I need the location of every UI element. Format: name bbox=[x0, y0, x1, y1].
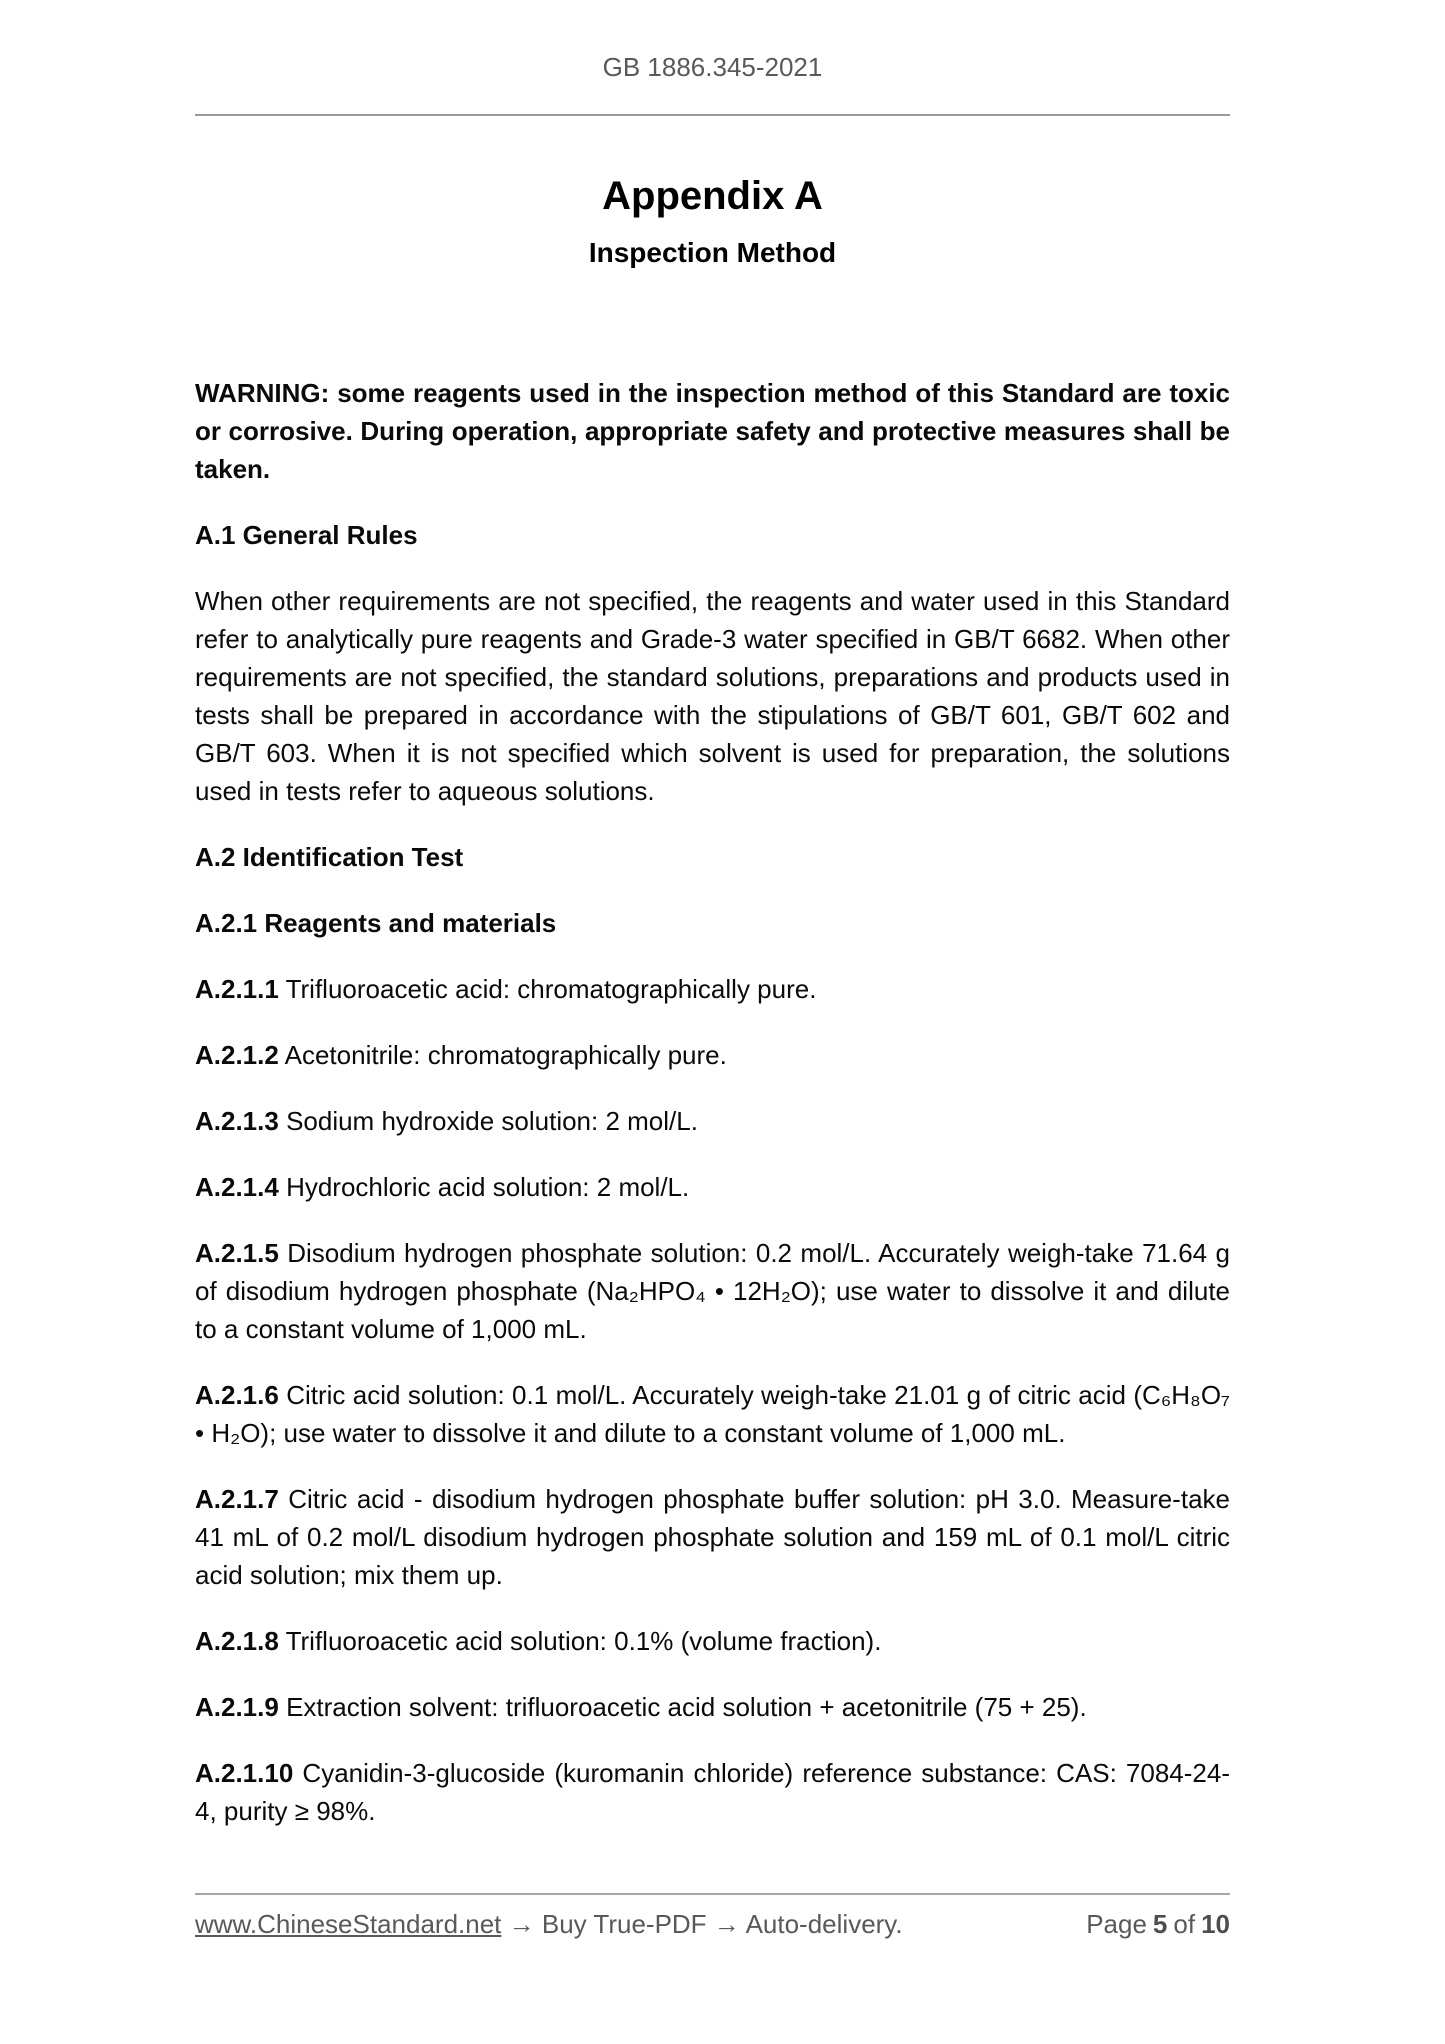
section-heading-a21: A.2.1 Reagents and materials bbox=[195, 908, 557, 938]
footer-tagline: → Buy True-PDF → Auto-delivery. bbox=[501, 1909, 903, 1939]
reagent-item-text: Cyanidin-3-glucoside (kuromanin chloride) reference substance: CAS: 7084-24-4, purity ≥ 98%. bbox=[195, 1758, 1230, 1826]
reagent-item-label: A.2.1.3 bbox=[195, 1106, 279, 1136]
reagent-item-label: A.2.1.7 bbox=[195, 1484, 279, 1514]
page-indicator bbox=[1080, 1907, 1230, 1941]
footer-divider bbox=[195, 1893, 1230, 1895]
reagent-item-a2110 bbox=[195, 1754, 1230, 1830]
page-total: 10 bbox=[1201, 1909, 1230, 1939]
reagent-item-a212 bbox=[195, 1036, 1230, 1074]
reagent-item-text: Disodium hydrogen phosphate solution: 0.2 mol/L. Accurately weigh-take 71.64 g of disodium hydrogen phosphate (Na₂HPO₄ • 12H₂O); use water to dissolve it and dilute to a constant volume of 1,000 mL. bbox=[195, 1238, 1230, 1344]
document-number: GB 1886.345-2021 bbox=[602, 52, 823, 82]
reagent-item-text: Citric acid solution: 0.1 mol/L. Accurately weigh-take 21.01 g of citric acid (C₆H₈O₇ • H₂O); use water to dissolve it and dilute to a constant volume of 1,000 mL. bbox=[195, 1380, 1230, 1448]
reagent-item-a217 bbox=[195, 1480, 1230, 1594]
reagent-item-label: A.2.1.5 bbox=[195, 1238, 279, 1268]
reagent-item-label: A.2.1.9 bbox=[195, 1692, 279, 1722]
reagent-item-text: Extraction solvent: trifluoroacetic acid solution + acetonitrile (75 + 25). bbox=[286, 1692, 1087, 1722]
page-label: Page bbox=[1086, 1909, 1147, 1939]
reagent-item-text: Hydrochloric acid solution: 2 mol/L. bbox=[286, 1172, 690, 1202]
page-current: 5 bbox=[1152, 1909, 1168, 1939]
paragraph-a1-body: When other requirements are not specified, the reagents and water used in this Standard refer to analytically pure reagents and Grade-3 water specified in GB/T 6682. When other requirements are not specified, the standard solutions, preparations and products used in tests shall be prepared in accordance with the stipulations of GB/T 601, GB/T 602 and GB/T 603. When it is not specified which solvent is used for preparation, the solutions used in tests refer to aqueous solutions. bbox=[195, 586, 1230, 806]
reagent-item-text: Citric acid - disodium hydrogen phosphate buffer solution: pH 3.0. Measure-take 41 mL of 0.2 mol/L disodium hydrogen phosphate solution and 159 mL of 0.1 mol/L citric acid solution; mix them up. bbox=[195, 1484, 1230, 1590]
reagent-item-text: Sodium hydroxide solution: 2 mol/L. bbox=[286, 1106, 698, 1136]
reagent-item-text: Trifluoroacetic acid: chromatographically pure. bbox=[285, 974, 817, 1004]
reagent-item-label: A.2.1.10 bbox=[195, 1758, 294, 1788]
reagent-item-a216 bbox=[195, 1376, 1230, 1452]
reagent-item-a214 bbox=[195, 1168, 1230, 1206]
reagent-item-a218 bbox=[195, 1622, 1230, 1660]
reagent-item-text: Acetonitrile: chromatographically pure. bbox=[284, 1040, 727, 1070]
page-of-label: of bbox=[1173, 1909, 1196, 1939]
reagent-item-a215 bbox=[195, 1234, 1230, 1348]
reagent-item-text: Trifluoroacetic acid solution: 0.1% (volume fraction). bbox=[285, 1626, 882, 1656]
reagent-item-label: A.2.1.4 bbox=[195, 1172, 279, 1202]
reagent-item-label: A.2.1.8 bbox=[195, 1626, 279, 1656]
header-divider bbox=[195, 114, 1230, 116]
appendix-title: Appendix A bbox=[602, 174, 823, 218]
website-link[interactable]: www.ChineseStandard.net bbox=[195, 1909, 502, 1939]
reagent-item-label: A.2.1.1 bbox=[195, 974, 279, 1004]
reagent-item-label: A.2.1.6 bbox=[195, 1380, 279, 1410]
warning-paragraph: WARNING: some reagents used in the inspection method of this Standard are toxic or corrosive. During operation, appropriate safety and protective measures shall be taken. bbox=[195, 378, 1230, 484]
page-footer bbox=[195, 1893, 1230, 1941]
section-heading-a1: A.1 General Rules bbox=[195, 520, 418, 550]
appendix-subtitle: Inspection Method bbox=[588, 237, 837, 268]
reagent-item-a213 bbox=[195, 1102, 1230, 1140]
section-heading-a2: A.2 Identification Test bbox=[195, 842, 464, 872]
reagent-item-a219 bbox=[195, 1688, 1230, 1726]
reagent-item-label: A.2.1.2 bbox=[195, 1040, 279, 1070]
footer-source bbox=[195, 1907, 903, 1941]
reagent-item-a211 bbox=[195, 970, 1230, 1008]
